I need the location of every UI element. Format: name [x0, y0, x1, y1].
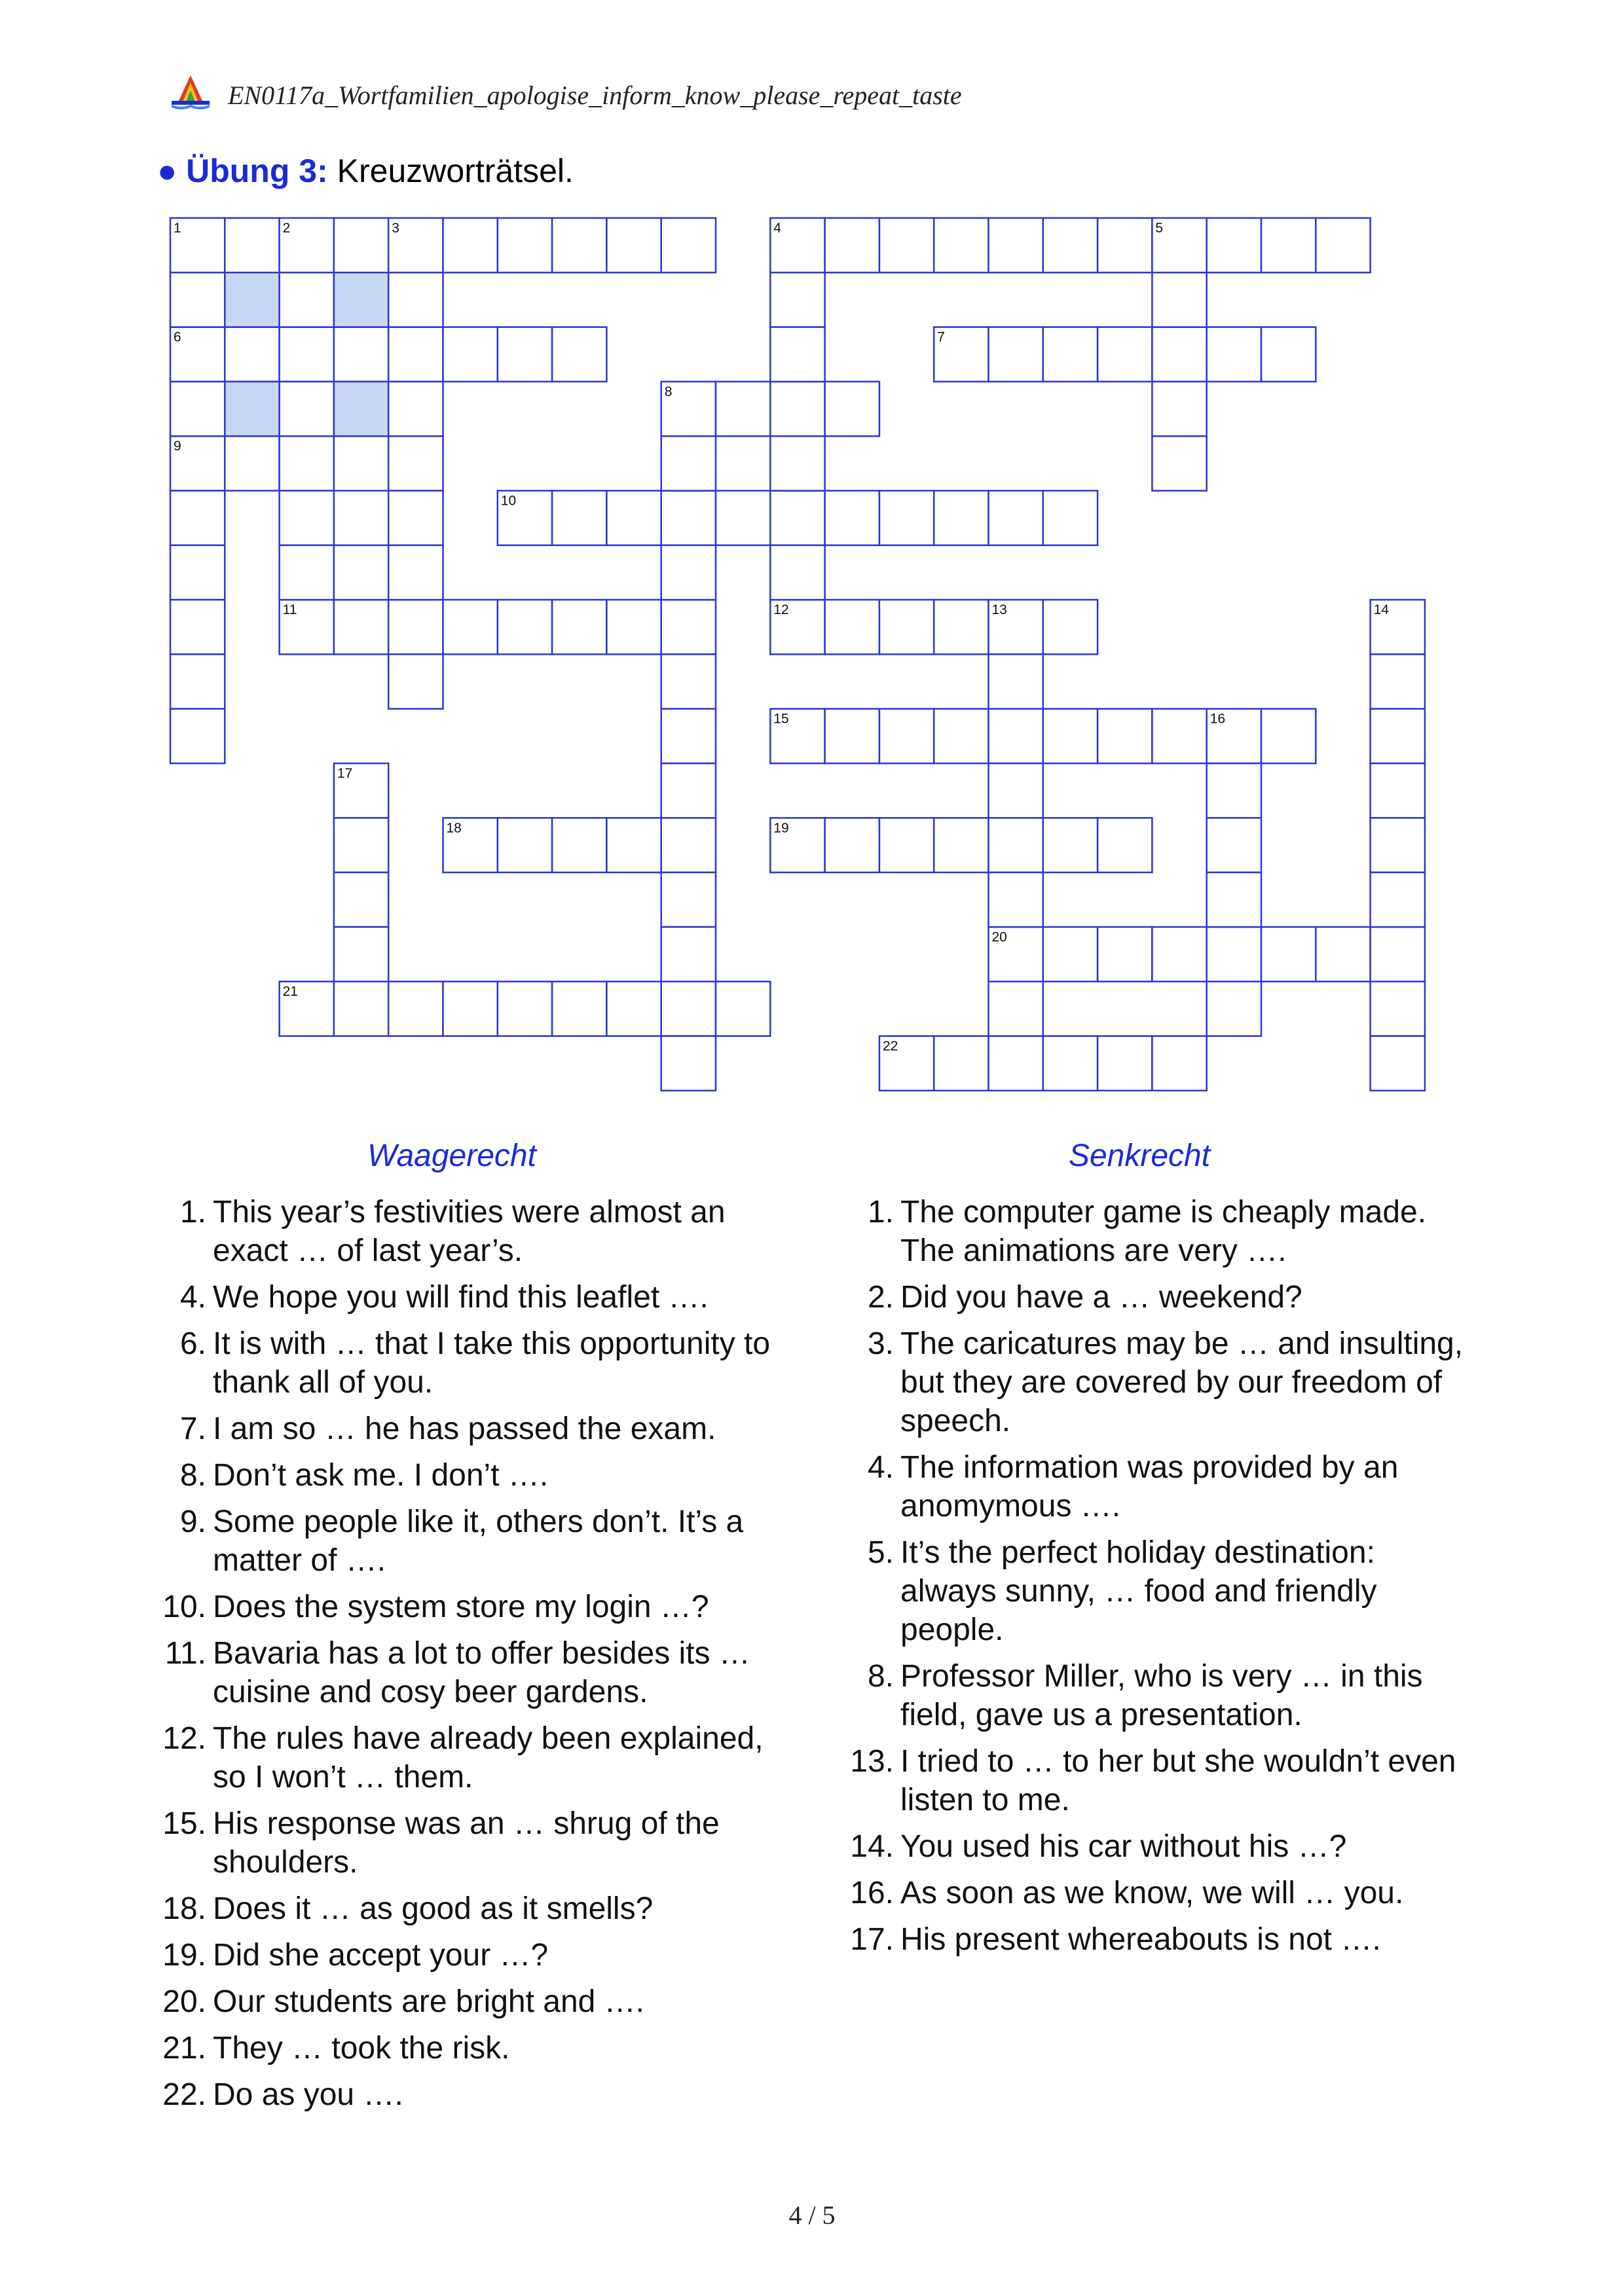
clue-text: You used his car without his …?: [900, 1829, 1347, 1864]
grid-cell[interactable]: [661, 763, 716, 818]
clue-text: We hope you will find this leaflet ….: [213, 1280, 709, 1315]
grid-cell[interactable]: [989, 654, 1043, 708]
grid-cell[interactable]: [606, 981, 661, 1036]
clue-number: 8.: [867, 1659, 894, 1694]
down-clue: [835, 1874, 1464, 1912]
grid-cell[interactable]: [388, 327, 443, 382]
grid-cell[interactable]: [1043, 327, 1098, 382]
grid-cell[interactable]: [1207, 327, 1261, 382]
grid-cell[interactable]: [1043, 927, 1098, 981]
grid-cell[interactable]: [879, 818, 934, 872]
grid-cell[interactable]: [1152, 927, 1206, 981]
grid-cell[interactable]: [1371, 818, 1425, 872]
grid-cell[interactable]: [661, 600, 716, 654]
grid-cell[interactable]: [334, 218, 388, 272]
grid-cell[interactable]: [825, 709, 879, 763]
grid-cell[interactable]: [934, 491, 988, 545]
grid-cell[interactable]: [225, 218, 279, 272]
grid-cell[interactable]: [388, 491, 443, 545]
grid-cell[interactable]: [498, 218, 552, 272]
grid-cell[interactable]: [989, 981, 1043, 1036]
cell-number: 20: [991, 929, 1007, 945]
grid-cell[interactable]: [1152, 1036, 1206, 1091]
clue-number: 18.: [162, 1891, 206, 1926]
clue-text: Does it … as good as it smells?: [213, 1891, 654, 1926]
grid-cell[interactable]: [1371, 600, 1425, 654]
clue-text: Don’t ask me. I don’t ….: [213, 1458, 549, 1493]
down-clue: [835, 1324, 1464, 1440]
bullet-icon: ●: [157, 153, 177, 189]
cell-number: 18: [446, 820, 462, 836]
cell-number: 3: [392, 221, 399, 236]
cell-number: 6: [174, 329, 181, 345]
grid-cell[interactable]: [280, 218, 334, 272]
clue-text: I am so … he has passed the exam.: [213, 1412, 716, 1446]
cell-number: 11: [282, 602, 297, 618]
across-clue: [147, 1278, 776, 1317]
grid-cell[interactable]: [1098, 327, 1152, 382]
shaded-grid-cell[interactable]: [225, 272, 279, 327]
grid-cell[interactable]: [170, 545, 225, 600]
grid-cell[interactable]: [1043, 218, 1098, 272]
clue-number: 16.: [850, 1876, 894, 1910]
grid-cell[interactable]: [388, 600, 443, 654]
grid-cell[interactable]: [825, 818, 879, 872]
cell-number: 5: [1155, 221, 1164, 236]
grid-cell[interactable]: [498, 491, 552, 545]
grid-cell[interactable]: [989, 218, 1043, 272]
grid-cell[interactable]: [225, 436, 279, 490]
clue-text: Bavaria has a lot to offer besides its … cuisine and cosy beer gardens.: [213, 1636, 750, 1709]
clue-text: The caricatures may be … and insulting, but they are covered by our freedom of speech.: [900, 1326, 1464, 1438]
clue-number: 6.: [179, 1326, 206, 1361]
shaded-grid-cell[interactable]: [334, 382, 388, 436]
cell-number: 19: [773, 820, 789, 836]
clue-number: 8.: [179, 1458, 206, 1493]
grid-cell[interactable]: [498, 981, 552, 1036]
grid-cell[interactable]: [661, 873, 716, 927]
grid-cell[interactable]: [280, 327, 334, 382]
grid-cell[interactable]: [661, 218, 716, 272]
grid-cell[interactable]: [1371, 654, 1425, 708]
grid-cell[interactable]: [989, 927, 1043, 981]
grid-cell[interactable]: [989, 818, 1043, 872]
grid-cell[interactable]: [388, 654, 443, 708]
grid-cell[interactable]: [770, 218, 824, 272]
clue-text: His present whereabouts is not ….: [900, 1922, 1381, 1957]
clue-text: Do as you ….: [213, 2077, 403, 2112]
grid-cell[interactable]: [606, 600, 661, 654]
grid-cell[interactable]: [934, 218, 988, 272]
cell-number: 16: [1209, 711, 1226, 727]
grid-cell[interactable]: [1098, 218, 1152, 272]
cell-number: 15: [773, 711, 789, 727]
clue-text: It’s the perfect holiday destination: always sunny, … food and friendly people.: [900, 1535, 1377, 1647]
grid-cell[interactable]: [443, 218, 498, 272]
cell-number: 4: [773, 221, 781, 236]
across-clue: [147, 1456, 776, 1495]
grid-cell[interactable]: [170, 436, 225, 490]
grid-cell[interactable]: [170, 491, 225, 545]
grid-cell[interactable]: [334, 981, 388, 1036]
across-clue: [147, 1503, 776, 1580]
cell-number: 17: [337, 766, 353, 781]
clue-number: 1.: [179, 1195, 206, 1230]
clue-number: 22.: [162, 2077, 206, 2112]
clue-text: Our students are bright and ….: [213, 1984, 645, 2019]
grid-cell[interactable]: [280, 491, 334, 545]
grid-cell[interactable]: [1043, 818, 1098, 872]
cell-number: 12: [773, 602, 789, 618]
shaded-grid-cell[interactable]: [334, 272, 388, 327]
grid-cell[interactable]: [1043, 709, 1098, 763]
clue-text: Does the system store my login …?: [213, 1590, 709, 1624]
grid-cell[interactable]: [1207, 873, 1261, 927]
grid-cell[interactable]: [1207, 709, 1261, 763]
grid-cell[interactable]: [934, 600, 988, 654]
grid-cell[interactable]: [280, 545, 334, 600]
grid-cell[interactable]: [1098, 927, 1152, 981]
grid-cell[interactable]: [825, 600, 879, 654]
grid-cell[interactable]: [552, 491, 606, 545]
grid-cell[interactable]: [606, 491, 661, 545]
clue-number: 13.: [850, 1744, 894, 1779]
across-heading: Waagerecht: [367, 1139, 536, 1173]
grid-cell[interactable]: [825, 382, 879, 436]
grid-cell[interactable]: [170, 327, 225, 382]
grid-cell[interactable]: [879, 600, 934, 654]
cell-number: 14: [1373, 602, 1389, 618]
clue-number: 10.: [162, 1590, 206, 1624]
grid-cell[interactable]: [552, 218, 606, 272]
grid-cell[interactable]: [661, 1036, 716, 1091]
down-clue-list: [835, 1193, 1464, 1967]
clue-number: 1.: [867, 1195, 894, 1230]
grid-cell[interactable]: [934, 327, 988, 382]
grid-cell[interactable]: [1261, 927, 1316, 981]
grid-cell[interactable]: [879, 218, 934, 272]
clue-text: I tried to … to her but she wouldn’t even listen to me.: [900, 1744, 1456, 1817]
grid-cell[interactable]: [334, 818, 388, 872]
grid-cell[interactable]: [661, 818, 716, 872]
shaded-grid-cell[interactable]: [225, 382, 279, 436]
across-clue: [147, 2075, 776, 2114]
clue-text: The computer game is cheaply made. The animations are very ….: [900, 1195, 1427, 1268]
grid-cell[interactable]: [1261, 218, 1316, 272]
clue-number: 2.: [867, 1280, 894, 1315]
grid-cell[interactable]: [170, 218, 225, 272]
grid-cell[interactable]: [1152, 327, 1206, 382]
grid-cell[interactable]: [661, 709, 716, 763]
grid-cell[interactable]: [934, 709, 988, 763]
grid-cell[interactable]: [552, 818, 606, 872]
grid-cell[interactable]: [606, 818, 661, 872]
grid-cell[interactable]: [334, 927, 388, 981]
grid-cell[interactable]: [770, 436, 824, 490]
grid-cell[interactable]: [1371, 927, 1425, 981]
grid-cell[interactable]: [661, 545, 716, 600]
grid-cell[interactable]: [1207, 763, 1261, 818]
down-heading: Senkrecht: [1068, 1139, 1211, 1173]
grid-cell[interactable]: [770, 382, 824, 436]
clue-text: Did she accept your …?: [213, 1938, 549, 1973]
grid-cell[interactable]: [334, 763, 388, 818]
grid-cell[interactable]: [443, 981, 498, 1036]
grid-cell[interactable]: [334, 600, 388, 654]
grid-cell[interactable]: [388, 218, 443, 272]
clue-number: 20.: [162, 1984, 206, 2019]
grid-cell[interactable]: [498, 818, 552, 872]
grid-cell[interactable]: [661, 436, 716, 490]
grid-cell[interactable]: [388, 382, 443, 436]
clue-text: The information was provided by an anomymous ….: [900, 1450, 1399, 1523]
grid-cell[interactable]: [280, 382, 334, 436]
down-clue: [835, 1533, 1464, 1649]
across-clue: [147, 1804, 776, 1882]
down-clue: [835, 1742, 1464, 1819]
clue-number: 4.: [867, 1450, 894, 1485]
grid-cell[interactable]: [825, 218, 879, 272]
down-clue: [835, 1827, 1464, 1866]
grid-cell[interactable]: [934, 1036, 988, 1091]
grid-cell[interactable]: [388, 436, 443, 490]
clue-text: Professor Miller, who is very … in this field, gave us a presentation.: [900, 1659, 1423, 1732]
grid-cell[interactable]: [1152, 382, 1206, 436]
grid-cell[interactable]: [334, 873, 388, 927]
grid-cell[interactable]: [989, 491, 1043, 545]
page-number: 4 / 5: [788, 2200, 836, 2230]
grid-cell[interactable]: [552, 327, 606, 382]
down-clue: [835, 1278, 1464, 1317]
grid-cell[interactable]: [879, 709, 934, 763]
grid-cell[interactable]: [661, 927, 716, 981]
grid-cell[interactable]: [443, 327, 498, 382]
grid-cell[interactable]: [170, 654, 225, 708]
grid-cell[interactable]: [498, 327, 552, 382]
grid-cell[interactable]: [1098, 818, 1152, 872]
clue-number: 12.: [162, 1721, 206, 1756]
grid-cell[interactable]: [661, 382, 716, 436]
grid-cell[interactable]: [334, 327, 388, 382]
grid-cell[interactable]: [661, 981, 716, 1036]
grid-cell[interactable]: [879, 1036, 934, 1091]
cell-number: 1: [174, 221, 181, 236]
grid-cell[interactable]: [1152, 709, 1206, 763]
cell-number: 2: [282, 221, 291, 236]
grid-cell[interactable]: [1371, 873, 1425, 927]
grid-cell[interactable]: [989, 1036, 1043, 1091]
grid-cell[interactable]: [879, 491, 934, 545]
grid-cell[interactable]: [1316, 927, 1370, 981]
grid-cell[interactable]: [770, 709, 824, 763]
grid-cell[interactable]: [661, 491, 716, 545]
across-clue: [147, 2029, 776, 2068]
clue-number: 11.: [164, 1636, 206, 1671]
clue-text: They … took the risk.: [213, 2031, 510, 2066]
grid-cell[interactable]: [989, 763, 1043, 818]
cell-number: 10: [500, 493, 517, 509]
clue-number: 21.: [162, 2031, 206, 2066]
clue-text: This year’s festivities were almost an exact … of last year’s.: [213, 1195, 726, 1268]
school-book-logo-icon: [169, 73, 212, 110]
grid-cell[interactable]: [934, 818, 988, 872]
grid-cell[interactable]: [1098, 1036, 1152, 1091]
grid-cell[interactable]: [1043, 491, 1098, 545]
clue-text: Some people like it, others don’t. It’s a matter of ….: [213, 1504, 744, 1578]
grid-cell[interactable]: [280, 981, 334, 1036]
across-clue: [147, 1588, 776, 1626]
grid-cell[interactable]: [1152, 218, 1206, 272]
clue-number: 15.: [162, 1806, 206, 1841]
grid-cell[interactable]: [1371, 981, 1425, 1036]
clue-number: 7.: [179, 1412, 206, 1446]
across-clue: [147, 1936, 776, 1975]
grid-cell[interactable]: [1371, 763, 1425, 818]
clue-number: 17.: [850, 1922, 894, 1957]
across-clue-list: [147, 1193, 776, 2122]
across-clue: [147, 1634, 776, 1711]
grid-cell[interactable]: [280, 436, 334, 490]
grid-cell[interactable]: [989, 709, 1043, 763]
cell-number: 22: [882, 1038, 898, 1054]
grid-cell[interactable]: [716, 382, 770, 436]
clue-text: As soon as we know, we will … you.: [900, 1876, 1404, 1910]
grid-cell[interactable]: [388, 272, 443, 327]
grid-cell[interactable]: [1043, 600, 1098, 654]
grid-cell[interactable]: [280, 272, 334, 327]
grid-cell[interactable]: [1371, 1036, 1425, 1091]
grid-cell[interactable]: [1207, 927, 1261, 981]
grid-cell[interactable]: [1316, 218, 1370, 272]
clue-text: Did you have a … weekend?: [900, 1280, 1302, 1315]
cell-number: 7: [937, 329, 945, 345]
grid-cell[interactable]: [716, 491, 770, 545]
grid-cell[interactable]: [1207, 818, 1261, 872]
grid-cell[interactable]: [443, 600, 498, 654]
grid-cell[interactable]: [170, 272, 225, 327]
grid-cell[interactable]: [606, 218, 661, 272]
down-clue: [835, 1448, 1464, 1525]
grid-cell[interactable]: [770, 327, 824, 382]
grid-cell[interactable]: [1152, 272, 1206, 327]
down-clue: [835, 1657, 1464, 1734]
exercise-heading: [157, 152, 574, 190]
across-clue: [147, 1410, 776, 1448]
down-clue: [835, 1193, 1464, 1270]
grid-cell[interactable]: [388, 981, 443, 1036]
grid-cell[interactable]: [1261, 327, 1316, 382]
grid-cell[interactable]: [1152, 436, 1206, 490]
document-title: EN0117a_Wortfamilien_apologise_inform_know_please_repeat_taste: [228, 81, 962, 110]
grid-cell[interactable]: [334, 545, 388, 600]
grid-cell[interactable]: [825, 491, 879, 545]
across-clue: [147, 1324, 776, 1402]
grid-cell[interactable]: [552, 600, 606, 654]
grid-cell[interactable]: [989, 327, 1043, 382]
grid-cell[interactable]: [334, 436, 388, 490]
grid-cell[interactable]: [170, 382, 225, 436]
grid-cell[interactable]: [1261, 709, 1316, 763]
grid-cell[interactable]: [989, 873, 1043, 927]
clue-number: 5.: [867, 1535, 894, 1570]
grid-cell[interactable]: [1043, 1036, 1098, 1091]
across-clue: [147, 1719, 776, 1796]
clue-number: 9.: [179, 1504, 206, 1539]
grid-cell[interactable]: [770, 272, 824, 327]
grid-cell[interactable]: [661, 654, 716, 708]
grid-cell[interactable]: [716, 981, 770, 1036]
cell-number: 13: [991, 602, 1007, 618]
grid-cell[interactable]: [1207, 218, 1261, 272]
clue-text: His response was an … shrug of the shoulders.: [213, 1806, 720, 1880]
clue-text: The rules have already been explained, so I won’t … them.: [213, 1721, 764, 1795]
grid-cell[interactable]: [1207, 981, 1261, 1036]
down-clue: [835, 1920, 1464, 1959]
grid-cell[interactable]: [770, 545, 824, 600]
grid-cell[interactable]: [1371, 709, 1425, 763]
grid-cell[interactable]: [770, 491, 824, 545]
grid-cell[interactable]: [1098, 709, 1152, 763]
grid-cell[interactable]: [552, 981, 606, 1036]
grid-cell[interactable]: [443, 818, 498, 872]
grid-cell[interactable]: [770, 818, 824, 872]
clue-number: 14.: [850, 1829, 894, 1864]
across-clue: [147, 1982, 776, 2021]
grid-cell[interactable]: [770, 600, 824, 654]
exercise-label: Übung 3:: [186, 153, 328, 189]
cell-number: 8: [664, 384, 673, 399]
grid-cell[interactable]: [989, 600, 1043, 654]
across-clue: [147, 1889, 776, 1928]
clue-number: 3.: [867, 1326, 894, 1361]
clue-number: 4.: [179, 1280, 206, 1315]
grid-cell[interactable]: [498, 600, 552, 654]
cell-number: 21: [282, 984, 298, 1000]
cell-number: 9: [174, 439, 181, 454]
grid-cell[interactable]: [388, 545, 443, 600]
exercise-title: Kreuzworträtsel.: [337, 153, 574, 189]
grid-cell[interactable]: [170, 709, 225, 763]
across-clue: [147, 1193, 776, 1270]
grid-cell[interactable]: [280, 600, 334, 654]
grid-cell[interactable]: [225, 327, 279, 382]
clue-text: It is with … that I take this opportunity to thank all of you.: [213, 1326, 771, 1400]
grid-cell[interactable]: [170, 600, 225, 654]
clue-number: 19.: [162, 1938, 206, 1973]
